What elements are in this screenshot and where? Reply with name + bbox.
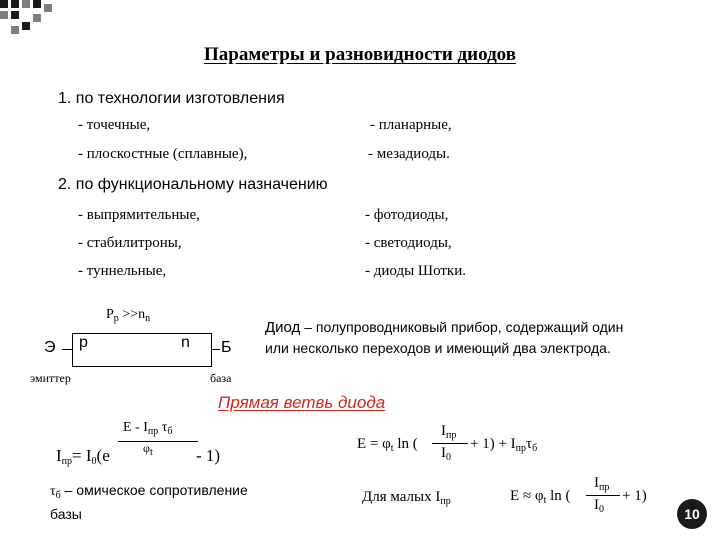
list-item: - планарные, bbox=[370, 117, 452, 133]
deco-square bbox=[0, 11, 8, 19]
fraction-bar bbox=[118, 441, 198, 442]
deco-square bbox=[33, 14, 41, 22]
formula3-denominator: $I_0$ bbox=[594, 497, 604, 515]
formula3-numerator: $I_{пр}$ bbox=[594, 475, 610, 493]
list-item: - плоскостные (сплавные), bbox=[78, 146, 248, 162]
formula2-tail: + $1) + I_{пр}\tau_б$ bbox=[470, 436, 538, 454]
formula1-exponent-numerator: E - $I_{пр}$ $\tau_б$ bbox=[123, 420, 173, 437]
fraction-bar bbox=[432, 443, 468, 444]
formula2-lhs: $E = \varphi_t$ ln ( bbox=[357, 436, 418, 454]
list-item: - точечные, bbox=[78, 117, 151, 133]
right-lead bbox=[211, 349, 220, 350]
list-item: - фотодиоды, bbox=[365, 207, 449, 223]
formula2-denominator: $I_0$ bbox=[441, 445, 451, 463]
deco-square bbox=[0, 0, 8, 8]
list-item: - светодиоды, bbox=[365, 235, 452, 251]
pn-junction-box bbox=[72, 333, 212, 367]
tau-note: $\tau_б$ – омическое сопротивление базы bbox=[50, 482, 248, 522]
list-item: - стабилитроны, bbox=[78, 235, 182, 251]
deco-square bbox=[11, 26, 19, 34]
list-item: - туннельные, bbox=[78, 263, 167, 279]
deco-square bbox=[22, 0, 30, 8]
diode-definition: Диод – полупроводниковый прибор, содержащий один или несколько переходов и имеющий два электрода. bbox=[265, 319, 624, 356]
deco-square bbox=[11, 11, 19, 19]
formula1-lhs: $I_{пр}= I_0(e$ bbox=[56, 446, 110, 467]
deco-square bbox=[22, 22, 30, 30]
page-number-badge: 10 bbox=[677, 499, 707, 529]
emitter-label: эмиттер bbox=[30, 371, 71, 385]
forward-branch-title: Прямая ветвь диода bbox=[218, 393, 386, 412]
deco-square bbox=[33, 0, 41, 8]
formula3-lhs: $E \approx \varphi_t$ ln ( bbox=[510, 488, 571, 506]
base-terminal: Б bbox=[221, 339, 232, 356]
section-heading-technology: 1. по технологии изготовления bbox=[58, 90, 285, 107]
formula2-numerator: $I_{пр}$ bbox=[441, 423, 457, 441]
deco-square bbox=[11, 0, 19, 8]
section-heading-function: 2. по функциональному назначению bbox=[58, 176, 328, 193]
formula1-exponent-denominator: $\varphi_t$ bbox=[143, 441, 153, 458]
p-region-label: p bbox=[79, 334, 88, 351]
list-item: - диоды Шотки. bbox=[365, 263, 466, 279]
emitter-terminal: Э bbox=[44, 339, 56, 356]
doping-relation: $P_p >>n_n$ bbox=[106, 307, 151, 324]
page-title: Параметры и разновидности диодов bbox=[204, 44, 516, 65]
n-region-label: n bbox=[181, 334, 190, 351]
formula1-close: - 1) bbox=[196, 446, 221, 465]
base-label: база bbox=[210, 371, 232, 385]
left-lead bbox=[62, 349, 72, 350]
deco-square bbox=[44, 4, 52, 12]
list-item: - мезадиоды. bbox=[368, 146, 450, 162]
fraction-bar bbox=[586, 495, 620, 496]
small-current-label: Для малых $I_{пр}$ bbox=[362, 489, 451, 507]
formula3-tail: + 1) bbox=[622, 488, 647, 504]
list-item: - выпрямительные, bbox=[78, 207, 200, 223]
